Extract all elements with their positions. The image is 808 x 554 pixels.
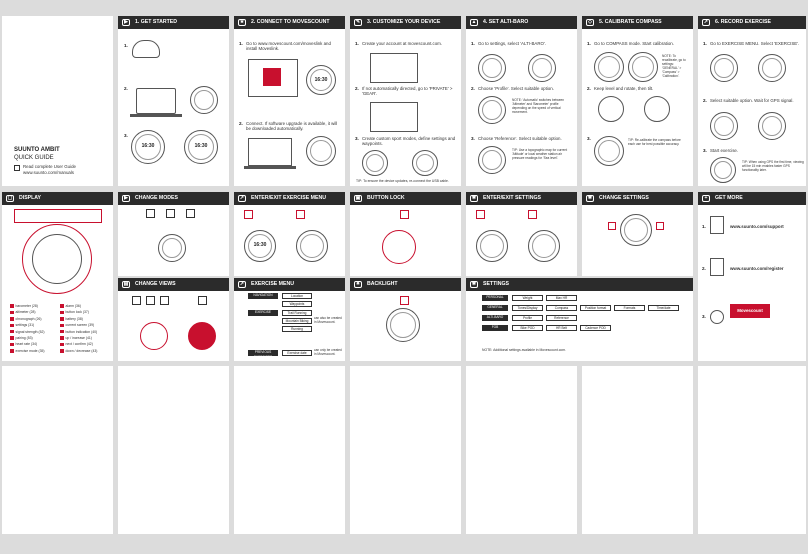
- watch-inner-ring: [32, 234, 82, 284]
- note-text: NOTE: 'Automatic' switches between 'Altimeter' and 'Barometer' profile depending on the speed of vertical movement.: [512, 98, 565, 114]
- legend-icon: [60, 343, 64, 347]
- step-number: 1.: [124, 43, 128, 48]
- watch-illustration: [620, 214, 652, 246]
- tip-text: TIP: To ensure the device updates, re-connect the USB cable.: [356, 179, 449, 183]
- laptop-base: [130, 114, 182, 117]
- panel-header: ▣ BUTTON LOCK: [350, 192, 461, 205]
- clock-mode-icon: [146, 209, 155, 218]
- settings-category: PERSONAL: [482, 295, 508, 301]
- panel-header: ➚ EXERCISE MENU: [234, 278, 345, 291]
- cover-title: SUUNTO AMBIT: [14, 147, 60, 153]
- legend-icon: [10, 349, 14, 353]
- panel-header: ▲ 4. SET ALTI-BARO: [466, 16, 577, 29]
- legend-item: heart rate (34): [10, 342, 37, 346]
- running-icon: ➚: [239, 195, 245, 201]
- settings-item: Time/date: [648, 305, 679, 311]
- watch-illustration: [594, 136, 624, 166]
- gear-icon: ✱: [471, 195, 477, 201]
- compass-icon: ◇: [586, 19, 594, 26]
- settings-item: Formats: [614, 305, 645, 311]
- legend-item: chronograph (26): [10, 317, 42, 321]
- blank-panel: [466, 366, 577, 534]
- note-text: can also be created in Movescount.: [314, 316, 342, 324]
- watch-illustration: 16:30: [131, 130, 165, 164]
- watch-illustration: [628, 52, 658, 82]
- screen-illustration: [370, 102, 418, 132]
- legend-icon: [60, 304, 64, 308]
- panel-header: ▢ DISPLAY: [2, 192, 113, 205]
- step-text: Go to EXERCISE MENU. Select 'EXERCISE'.: [710, 41, 800, 46]
- watch-illustration: [644, 96, 670, 122]
- watch-illustration: [158, 234, 186, 262]
- laptop-icon: [248, 138, 292, 166]
- watch-illustration: [710, 54, 738, 82]
- panel-compass: [582, 16, 693, 186]
- legend-icon: [60, 336, 64, 340]
- watch-illustration: [478, 146, 506, 174]
- step-text: Choose 'Reference'. Select suitable option.: [478, 136, 562, 141]
- play-icon: ▶: [122, 19, 130, 26]
- running-icon: ➚: [239, 281, 245, 287]
- panel-enter-exit-exercise: [234, 192, 345, 276]
- clock-mode-icon: [132, 296, 141, 305]
- blank-panel: [2, 366, 113, 534]
- legend-item: button lock (37): [60, 310, 89, 314]
- step-number: 2.: [124, 86, 128, 91]
- next-icon: ▶: [122, 195, 130, 202]
- settings-item: HR Belt: [546, 325, 577, 331]
- mountain-icon: ▲: [471, 19, 477, 25]
- lock-icon: ▣: [355, 195, 361, 201]
- gear-icon: ✱: [587, 195, 593, 201]
- watch-illustration: 16:30: [244, 230, 276, 262]
- legend-item: pairing (53): [10, 336, 33, 340]
- button-indication: [656, 222, 664, 230]
- alti-mode-icon: [160, 296, 169, 305]
- movescount-logo[interactable]: Movescount: [730, 304, 770, 318]
- panel-header: ➚ 6. RECORD EXERCISE: [698, 16, 806, 29]
- menu-previous-exercises: PREVIOUS EXERCISES: [248, 350, 278, 356]
- watch-strap-illustration: [132, 40, 160, 58]
- panel-header: ✷ BACKLIGHT: [350, 278, 461, 291]
- step-text: Choose 'Profile'. Select suitable option.: [478, 86, 554, 91]
- legend-item: button indication (40): [60, 330, 97, 334]
- alti-mode-icon: [186, 209, 195, 218]
- settings-item: Profile: [512, 315, 543, 321]
- panel-header: ➚ ENTER/EXIT EXERCISE MENU: [234, 192, 345, 205]
- plus-icon: +: [702, 195, 710, 202]
- step-number: 3.: [702, 314, 706, 319]
- step-text: Start exercise.: [710, 148, 739, 153]
- step-number: 1.: [702, 224, 706, 229]
- legend-icon: [60, 330, 64, 334]
- legend-icon: [10, 324, 14, 328]
- legend-item: exercise mode (35): [10, 349, 45, 353]
- step-number: 3.: [471, 136, 475, 141]
- step-number: 1.: [239, 41, 243, 46]
- legend-icon: [10, 343, 14, 347]
- settings-item: Max HR: [546, 295, 577, 301]
- step-number: 1.: [703, 41, 707, 46]
- panel-exercise-menu: [234, 278, 345, 361]
- button-indication: [400, 296, 409, 305]
- button-indication: [476, 210, 485, 219]
- settings-category: ALTI-BARO: [482, 315, 508, 321]
- laptop-base: [244, 166, 296, 169]
- step-text: Go to settings, select 'ALTI-BARO'.: [478, 41, 546, 46]
- legend-item: next / confirm (42): [60, 342, 93, 346]
- watch-illustration: [594, 52, 624, 82]
- settings-item: Position format: [580, 305, 611, 311]
- legend-item: up / increase (41): [60, 336, 92, 340]
- menu-item: Trail Running: [282, 310, 312, 316]
- legend-item: settings (31): [10, 323, 34, 327]
- register-icon: [710, 258, 724, 276]
- step-number: 2.: [471, 86, 475, 91]
- step-number: 1.: [355, 41, 359, 46]
- watch-illustration: 16:30: [184, 130, 218, 164]
- panel-connect: [234, 16, 345, 186]
- step-number: 2.: [587, 86, 591, 91]
- gear-icon: ✱: [471, 281, 477, 287]
- step-text: Go to COMPASS mode. Start calibration.: [594, 41, 674, 46]
- settings-item: Tones/Display: [512, 305, 543, 311]
- legend-item: alarm (36): [60, 304, 81, 308]
- watch-illustration: [386, 308, 420, 342]
- watch-illustration: [758, 112, 786, 140]
- watch-illustration: [598, 96, 624, 122]
- watch-illustration: [190, 86, 218, 114]
- menu-item: Exercise date: [282, 350, 312, 356]
- panel-header: ✱ ENTER/EXIT SETTINGS: [466, 192, 577, 205]
- panel-header: ✎ 3. CUSTOMIZE YOUR DEVICE: [350, 16, 461, 29]
- compass-mode-icon: [166, 209, 175, 218]
- settings-item: Weight: [512, 295, 543, 301]
- user-icon: [710, 310, 724, 324]
- settings-category: FGB: [482, 325, 508, 331]
- menu-navigation: NAVIGATION: [248, 293, 278, 299]
- panel-enter-exit-settings: [466, 192, 577, 276]
- panel-header: ★ 2. CONNECT TO MOVESCOUNT: [234, 16, 345, 29]
- blank-panel: [234, 366, 345, 534]
- button-indication: [528, 210, 537, 219]
- panel-header: ✱ SETTINGS: [466, 278, 693, 291]
- blank-panel: [118, 366, 229, 534]
- panel-change-views: [118, 278, 229, 361]
- legend-icon: [10, 317, 14, 321]
- cover-panel: [2, 16, 113, 186]
- blank-panel: [582, 366, 693, 534]
- tip-text: TIP: When using GPS the first time, viewing will be 15 min enables faster GPS functionality later.: [742, 160, 804, 172]
- panel-settings: [466, 278, 693, 361]
- panel-customize: [350, 16, 461, 186]
- panel-get-started: [118, 16, 229, 186]
- legend-item: signal strength (52): [10, 330, 45, 334]
- button-indication: [244, 210, 253, 219]
- panel-record-exercise: [698, 16, 806, 186]
- step-number: 3.: [587, 136, 591, 141]
- watch-illustration: [476, 230, 508, 262]
- cover-read-text: Read complete User Guide: [23, 164, 76, 169]
- panel-change-settings: [582, 192, 693, 276]
- legend-icon: [60, 317, 64, 321]
- step-number: 2.: [702, 266, 706, 271]
- menu-item: Mountain Biking: [282, 318, 312, 324]
- note-text: can only be created in Movescount.: [314, 348, 342, 356]
- icon-strip: [14, 209, 102, 223]
- panel-header: ▤ CHANGE VIEWS: [118, 278, 229, 291]
- legend-item: battery (38): [60, 317, 83, 321]
- watch-illustration: [412, 150, 438, 176]
- legend-icon: [10, 304, 14, 308]
- legend-icon: [10, 311, 14, 315]
- step-text: Go to www.movescount.com/moveslink and install Moveslink.: [246, 41, 331, 52]
- display-icon: ▢: [7, 195, 13, 201]
- step-number: 1.: [471, 41, 475, 46]
- panel-header: ◇ 5. CALIBRATE COMPASS: [582, 16, 693, 29]
- legend-item: altimeter (28): [10, 310, 35, 314]
- menu-item: Running: [282, 326, 312, 332]
- watch-illustration: [528, 54, 556, 82]
- watch-illustration: [140, 322, 168, 350]
- blank-panel: [698, 366, 806, 534]
- panel-button-lock: [350, 192, 461, 276]
- blank-panel: [350, 366, 461, 534]
- watch-illustration: [758, 54, 786, 82]
- panel-alti-baro: [466, 16, 577, 186]
- legend-icon: [10, 336, 14, 340]
- step-text: If not automatically directed, go to 'PRIVATE' > 'GEAR'.: [362, 86, 453, 97]
- legend-item: barometer (28): [10, 304, 38, 308]
- settings-item: Bike POD: [512, 325, 543, 331]
- step-number: 3.: [355, 136, 359, 141]
- step-text: Create your account at movescount.com.: [362, 41, 443, 46]
- register-link[interactable]: www.suunto.com/register: [730, 266, 784, 271]
- light-icon: ✷: [355, 281, 361, 287]
- watch-illustration: [382, 230, 416, 264]
- legend-icon: [60, 349, 64, 353]
- watch-illustration: [478, 54, 506, 82]
- step-text: Select suitable option. Wait for GPS signal.: [710, 98, 794, 103]
- settings-item: Cadence POD: [580, 325, 611, 331]
- note-text: NOTE: To recalibrate, go to settings: 'GENERAL' > 'Compass' > 'Calibration'.: [662, 54, 686, 78]
- watch-illustration: [710, 157, 736, 183]
- tip-text: TIP: Use a topographic map for current 'Altitude' or local weather station air pressure readings for 'Sea level'.: [512, 148, 568, 160]
- legend-icon: [60, 324, 64, 328]
- watch-illustration: [362, 150, 388, 176]
- watch-illustration: 16:30: [306, 65, 336, 95]
- watch-illustration: [296, 230, 328, 262]
- step-text: Create custom sport modes, define settings and waypoints.: [362, 136, 456, 147]
- star-icon: ★: [239, 19, 245, 25]
- button-indication: [400, 210, 409, 219]
- watch-illustration: [478, 96, 506, 124]
- panel-header: ▶ 1. GET STARTED: [118, 16, 229, 29]
- watch-illustration: [528, 230, 560, 262]
- legend-item: down / decrease (43): [60, 349, 97, 353]
- step-number: 2.: [355, 86, 359, 91]
- button-indication: [296, 210, 305, 219]
- settings-item: Compass: [546, 305, 577, 311]
- screen-illustration: [370, 53, 418, 83]
- running-icon: [198, 296, 207, 305]
- step-number: 2.: [239, 121, 243, 126]
- legend-icon: [10, 330, 14, 334]
- views-icon: ▤: [123, 281, 129, 287]
- tip-text: TIP: Re-calibrate the compass before each use for best possible accuracy.: [628, 138, 681, 146]
- watch-illustration: [188, 322, 216, 350]
- note-text: NOTE: Additional settings available in Movescount.com.: [482, 348, 567, 352]
- settings-item: Reference: [546, 315, 577, 321]
- step-number: 2.: [703, 98, 707, 103]
- cover-url[interactable]: www.suunto.com/manuals: [23, 170, 75, 175]
- moveslink-logo: [263, 68, 281, 86]
- panel-get-more: [698, 192, 806, 361]
- menu-exercise: EXERCISE: [248, 310, 278, 316]
- edit-icon: ✎: [355, 19, 361, 25]
- legend-item: current screen (39): [60, 323, 94, 327]
- menu-item: Waypoints: [282, 301, 312, 307]
- panel-header: ▶ CHANGE MODES: [118, 192, 229, 205]
- book-icon: [14, 165, 20, 171]
- support-icon: [710, 216, 724, 234]
- step-text: Connect. If software upgrade is available, it will be downloaded automatically.: [246, 121, 338, 132]
- button-indication: [608, 222, 616, 230]
- step-number: 3.: [703, 148, 707, 153]
- watch-illustration: [306, 136, 336, 166]
- panel-change-modes: [118, 192, 229, 276]
- watch-illustration: [710, 112, 738, 140]
- compass-mode-icon: [146, 296, 155, 305]
- legend-icon: [60, 311, 64, 315]
- panel-display: [2, 192, 113, 361]
- cover-subtitle: QUICK GUIDE: [14, 155, 54, 161]
- step-number: 1.: [587, 41, 591, 46]
- step-text: Keep level and rotate, then tilt.: [594, 86, 654, 91]
- panel-header: ✱ CHANGE SETTINGS: [582, 192, 693, 205]
- laptop-icon: [136, 88, 176, 114]
- support-link[interactable]: www.suunto.com/support: [730, 224, 784, 229]
- panel-backlight: [350, 278, 461, 361]
- menu-item: Location: [282, 293, 312, 299]
- running-icon: ➚: [703, 19, 709, 25]
- settings-category: GENERAL: [482, 305, 508, 311]
- panel-header: + GET MORE: [698, 192, 806, 205]
- step-number: 3.: [124, 133, 128, 138]
